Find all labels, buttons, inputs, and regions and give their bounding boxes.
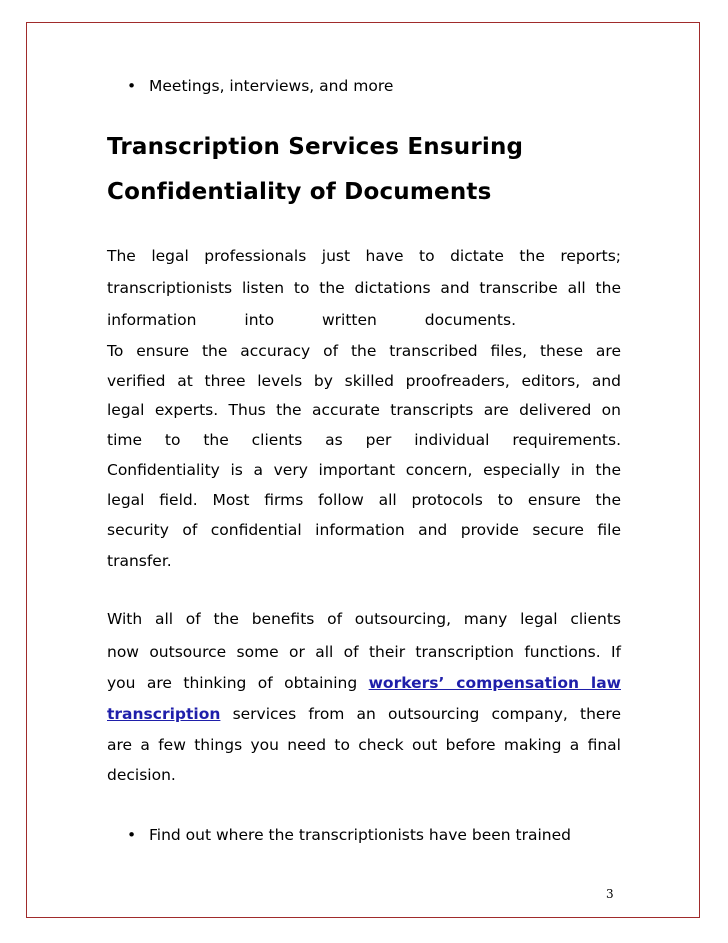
section-heading-line-1: Transcription Services Ensuring: [107, 134, 524, 160]
para1-line: legal field. Most firms follow all protocols to ensure the: [107, 491, 621, 509]
para2-line: are a few things you need to check out before making a final: [107, 736, 621, 754]
bullet-glyph: •: [127, 77, 137, 95]
para1-line: legal experts. Thus the accurate transcripts are delivered on: [107, 401, 621, 419]
para1-line: verified at three levels by skilled proofreaders, editors, and: [107, 372, 621, 390]
para2-line: decision.: [107, 766, 176, 784]
para2-line: [107, 704, 621, 724]
para1-line: To ensure the accuracy of the transcribed files, these are: [107, 342, 621, 360]
workers-compensation-link-part-1[interactable]: workers’ compensation law: [368, 674, 621, 692]
para1-line: transcriptionists listen to the dictations and transcribe all the: [107, 279, 621, 297]
para1-line: The legal professionals just have to dictate the reports;: [107, 247, 621, 265]
bullet-glyph: •: [127, 826, 137, 844]
para1-line: Confidentiality is a very important concern, especially in the: [107, 461, 621, 479]
para2-text: services from an outsourcing company, there: [220, 705, 621, 723]
para1-line: information into written documents.: [107, 311, 517, 329]
para1-line: security of confidential information and provide secure file: [107, 521, 621, 539]
page-number: 3: [606, 887, 614, 901]
section-heading-line-2: Confidentiality of Documents: [107, 179, 492, 205]
bullet-text: Meetings, interviews, and more: [149, 77, 394, 95]
bullet-text: Find out where the transcriptionists have been trained: [149, 826, 572, 844]
para2-text: you are thinking of obtaining: [107, 674, 369, 692]
para1-line: time to the clients as per individual requirements.: [107, 431, 621, 449]
para2-line: [107, 673, 621, 693]
workers-compensation-link-part-2[interactable]: transcription: [107, 705, 221, 723]
para2-line: With all of the benefits of outsourcing, many legal clients: [107, 610, 621, 628]
para2-line: now outsource some or all of their transcription functions. If: [107, 643, 621, 661]
para1-line: transfer.: [107, 552, 172, 570]
